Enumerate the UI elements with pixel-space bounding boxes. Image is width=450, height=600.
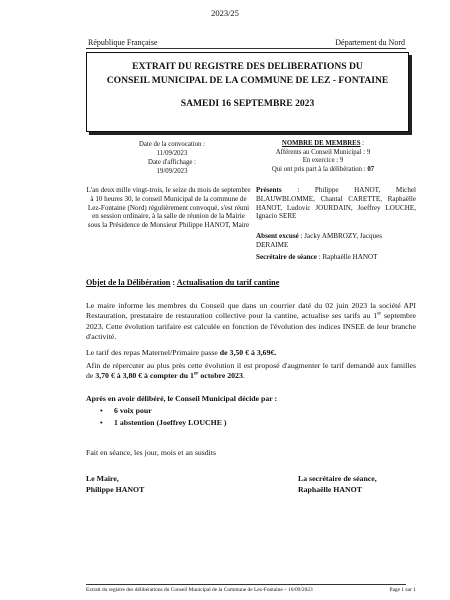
affichage-date: 19/09/2023 — [156, 168, 188, 175]
paragraph-proposal-date: octobre 2023 — [198, 371, 243, 381]
footer-divider — [86, 584, 406, 585]
vote-item: • 1 abstention (Joeffrey LOUCHE ) — [100, 417, 226, 429]
members-afferents: Afférents au Conseil Municipal : 9 — [275, 148, 371, 156]
page-number: Page 1 sur 1 — [389, 587, 416, 593]
department-label: Département du Nord — [335, 38, 405, 47]
affichage-label: Date d'affichage : — [148, 159, 196, 166]
closing-text: Fait en séance, les jour, mois et an susdits — [86, 448, 217, 457]
paragraph-proposal-value: 3,70 € à 3,80 € à compter du 1 — [95, 371, 194, 381]
members-en-exercice: En exercice : 9 — [302, 157, 344, 164]
absent-value: : Jacky AMBROZY, Jacques DERAIME — [256, 232, 382, 249]
republic-label: République Française — [88, 38, 158, 47]
footer-text: Extrait du registre des délibérations du Conseil Municipal de la Commune de Lez-Fontaine – 16/09/2023 — [86, 587, 313, 593]
paragraph-proposal-sup: er — [193, 371, 199, 377]
paragraph-info — [86, 301, 416, 343]
members-block — [246, 140, 400, 174]
convocation-label: Date de la convocation : — [138, 141, 206, 148]
secretary-value: : Raphaëlle HANOT — [316, 253, 378, 261]
object-label: Objet de la Délibération — [86, 278, 171, 287]
votes-list — [100, 405, 226, 429]
members-title-suffix: : — [360, 140, 365, 147]
header-divider — [86, 48, 406, 49]
paragraph-proposal-end: . — [242, 371, 245, 381]
title-line-2: CONSEIL MUNICIPAL DE LA COMMUNE DE LEZ - FONTAINE — [106, 75, 389, 86]
presents-label: Présents — [256, 186, 282, 194]
footer — [86, 587, 416, 593]
paragraph-tarif-value: de 3,50 € à 3,69€. — [219, 348, 277, 357]
secretary-signature — [298, 473, 377, 495]
secretary-title: La secrétaire de séance, — [298, 474, 377, 483]
dates-block — [112, 140, 232, 176]
paragraph-tarif — [86, 348, 416, 358]
paragraph-info-sup: er — [377, 311, 382, 317]
secretary-block — [256, 253, 416, 262]
paragraph-tarif-text: Le tarif des repas Maternel/Primaire passe — [86, 348, 220, 357]
mayor-signature — [86, 473, 144, 495]
members-participants-value: 07 — [367, 165, 375, 173]
session-text: L'an deux mille vingt-trois, le seize du mois de septembre à 10 heures 30, le conseil Municipal de la commune de Lez-Fontaine (Nord) régulièrement convoqué, s'est réuni en session ordinaire, à la salle de réunion de la Mairie sous la Présidence de Monsieur Philippe HANOT, Maire — [86, 186, 251, 230]
paragraph-info-text-b: septembre 2023. Cette évolution tarifaire est calculée en fonction de l'évolution des indices INSEE de leur branche d'activité. — [86, 311, 417, 342]
object-sep: : — [170, 278, 177, 287]
title-line-1: EXTRAIT DU REGISTRE DES DELIBERATIONS DU — [132, 61, 363, 72]
meeting-date: SAMEDI 16 SEPTEMBRE 2023 — [180, 98, 315, 109]
paragraph-proposal-text: Afin de répercuter au plus près cette évolution il est proposé d'augmenter le tarif demandé aux familles de — [86, 361, 416, 381]
presents-block — [256, 186, 416, 221]
members-participants-label: Qui ont pris part à la délibération : — [271, 165, 368, 173]
secretary-label: Secrétaire de séance — [256, 253, 317, 261]
decision-intro: Après en avoir délibéré, le Conseil Municipal décide par : — [86, 394, 278, 403]
vote-item: • 6 voix pour — [100, 405, 226, 417]
mayor-name: Philippe HANOT — [86, 485, 145, 494]
title-box — [86, 52, 409, 132]
document-reference: 2023/25 — [211, 8, 239, 18]
absent-block — [256, 232, 416, 250]
deliberation-object — [86, 278, 279, 287]
mayor-title: Le Maire, — [86, 474, 119, 483]
object-value: Actualisation du tarif cantine — [176, 278, 280, 287]
paragraph-info-text-a: Le maire informe les membres du Conseil que dans un courrier daté du 02 juin 2023 la société API Restauration, prestataire de restauration collective pour la cantine, actualise ses tarifs au 1 — [86, 301, 416, 321]
members-title: NOMBRE DE MEMBRES — [281, 140, 361, 147]
presents-value: : Philippe HANOT, Michel BLAUWBLOMME, Chantal CARETTE, Raphaëlle HANOT, Ludovic JOURDAIN, Joeffrey LOUCHE, Ignacio SERE — [256, 186, 416, 221]
paragraph-proposal — [86, 361, 416, 382]
convocation-date: 11/09/2023 — [156, 150, 188, 157]
secretary-name: Raphaëlle HANOT — [298, 485, 362, 494]
absent-label: Absent excusé — [256, 232, 299, 240]
